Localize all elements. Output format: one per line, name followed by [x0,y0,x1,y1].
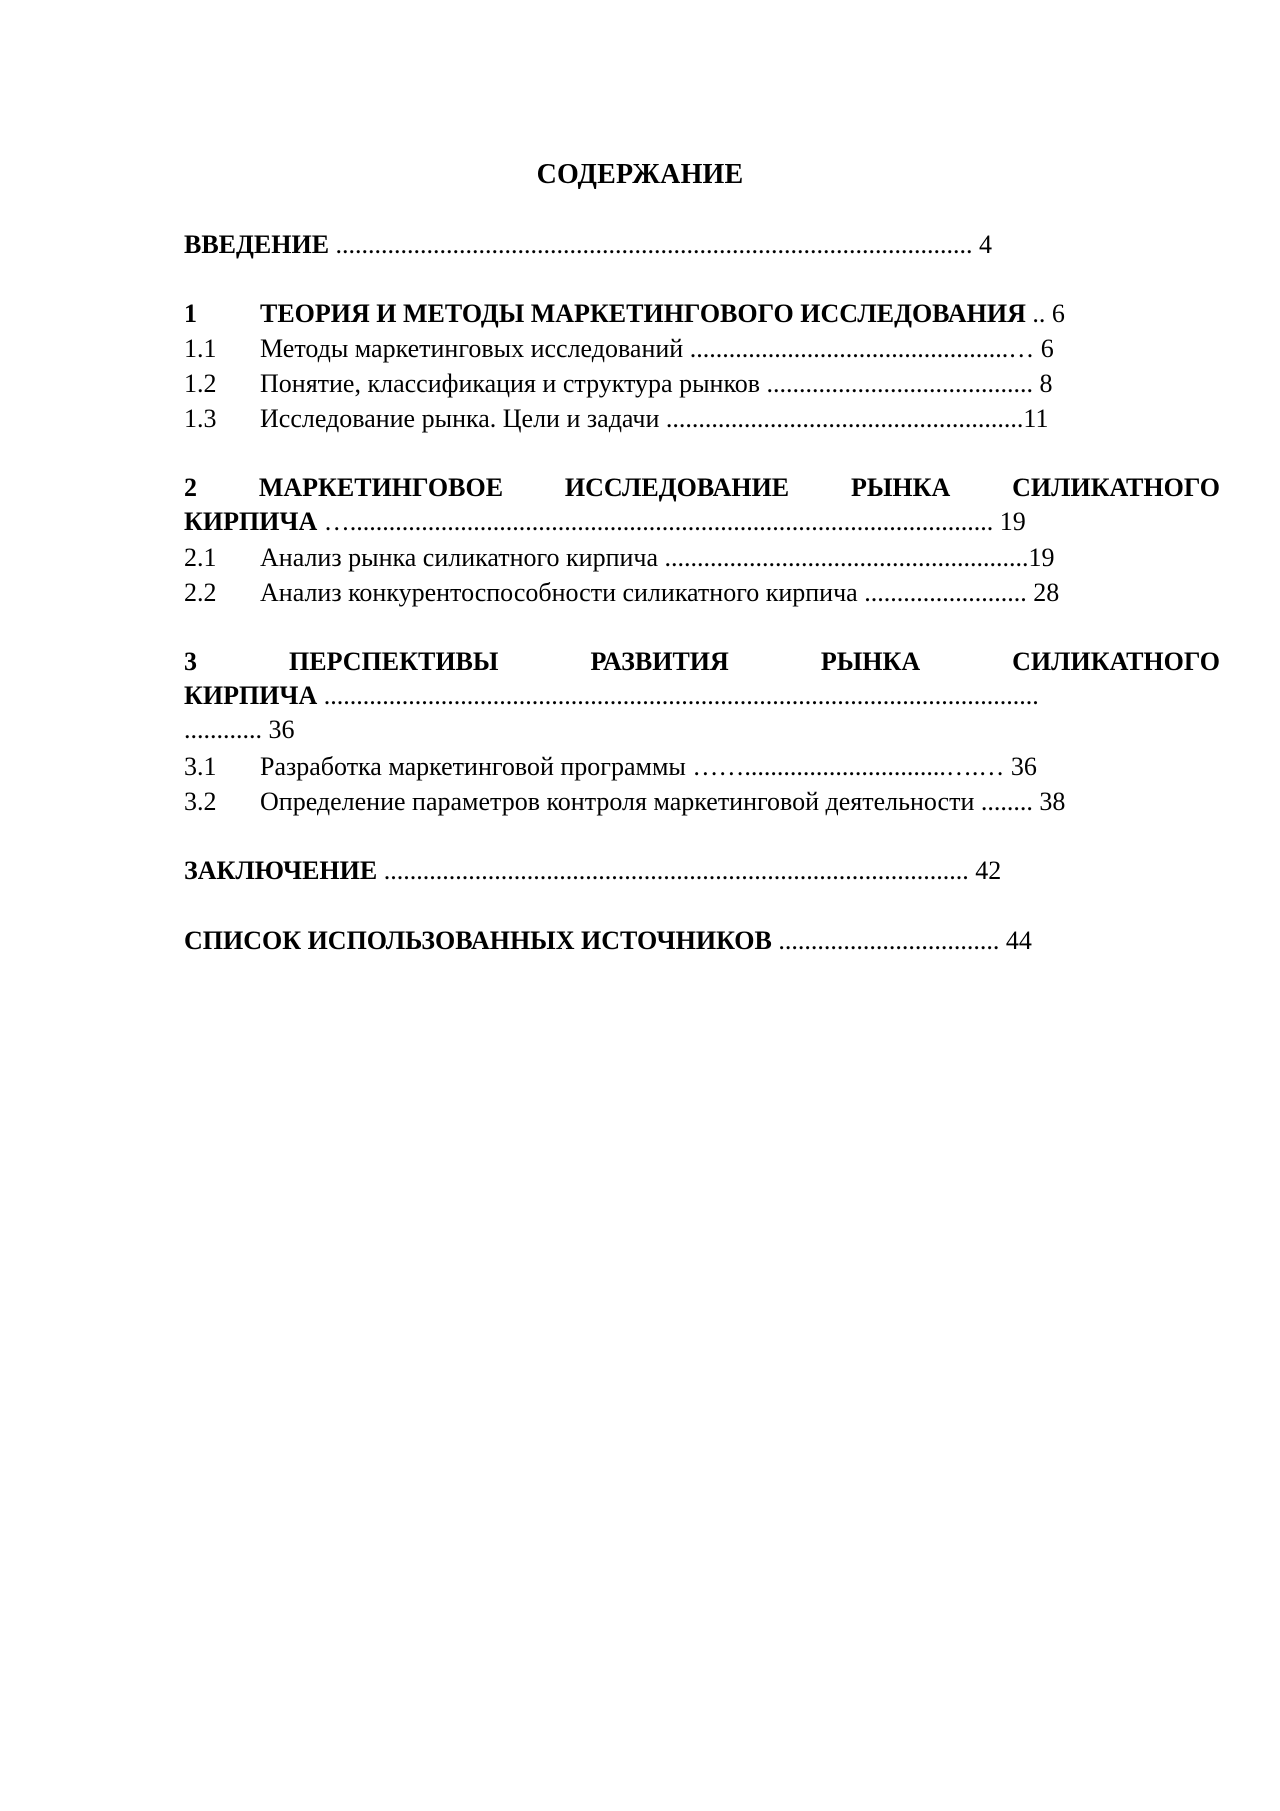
toc-entry-section-1-2[interactable] [184,367,1220,401]
toc-entry-title: Анализ рынка силикатного кирпича [260,543,659,572]
toc-dot-leader: ........ [974,787,1033,816]
toc-page-number: 36 [262,715,295,744]
toc-page-number: 11 [1023,404,1049,433]
toc-entry-number: 1.1 [184,334,217,363]
toc-title-word: РЫНКА [820,647,921,676]
toc-entry-section-1-3[interactable] [184,402,1220,436]
toc-page-number: 6 [1034,334,1054,363]
toc-entry-number: 1 [184,299,197,328]
toc-entry-title: КИРПИЧА [184,681,318,710]
toc-entry-title: Определение параметров контроля маркетинговой деятельности [260,787,975,816]
toc-entry-section-2-1[interactable] [184,541,1220,575]
toc-dot-leader: .......................................................................................... [377,856,969,885]
toc-entry-continuation [184,679,1220,713]
toc-dot-leader: .................................................................................................. [329,230,973,259]
toc-entry-number: 2.1 [184,543,217,572]
toc-entry-section-3-2[interactable] [184,785,1220,819]
toc-page-number: 44 [999,926,1032,955]
toc-entry-intro[interactable] [184,228,1220,262]
toc-entry-chapter-1[interactable] [184,297,1220,331]
toc-entry-title: Анализ конкурентоспособности силикатного кирпича [260,578,858,607]
toc-title-word: МАРКЕТИНГОВОЕ [258,473,504,502]
toc-entry-continuation [184,505,1220,539]
toc-entry-title: Понятие, классификация и структура рынков [260,369,761,398]
toc-dot-leader: ........................................................ [658,543,1029,572]
toc-entry-number: 2.2 [184,578,217,607]
toc-entry-number: 3.2 [184,787,217,816]
toc-entry-section-3-1[interactable] [184,750,1220,784]
toc-entry-continuation [184,713,1220,747]
toc-entry-title-line [184,471,1220,505]
toc-page-number: 19 [993,507,1026,536]
toc-entry-title: СПИСОК ИСПОЛЬЗОВАННЫХ ИСТОЧНИКОВ [184,926,772,955]
toc-dot-leader: ……...............................….… [685,752,1005,781]
page-title: СОДЕРЖАНИЕ [536,159,744,190]
toc-entry-number: 1.2 [184,369,217,398]
toc-title-word: РАЗВИТИЯ [590,647,729,676]
toc-entry-number: 1.3 [184,404,217,433]
toc-entry-conclusion[interactable] [184,854,1220,888]
toc-title-word: ПЕРСПЕКТИВЫ [289,647,499,676]
toc-entry-title: Исследование рынка. Цели и задачи [260,404,660,433]
toc-dot-leader: .................................................… [683,334,1035,363]
toc-entry-title: ВВЕДЕНИЕ [184,230,330,259]
toc-page-number: 38 [1032,787,1066,816]
toc-title-word: СИЛИКАТНОГО [1012,473,1220,502]
toc-page-number: 19 [1028,543,1055,572]
toc-title-word: РЫНКА [850,473,951,502]
toc-entry-title: Методы маркетинговых исследований [260,334,684,363]
toc-entry-section-1-1[interactable] [184,332,1220,366]
toc-entry-number: 3.1 [184,752,217,781]
toc-title-word: СИЛИКАТНОГО [1012,647,1220,676]
toc-page-number: 28 [1026,578,1060,607]
toc-title-word: ИССЛЕДОВАНИЕ [564,473,790,502]
toc-entry-title: КИРПИЧА [184,507,318,536]
toc-dot-leader: .. [1025,299,1046,328]
toc-dot-leader: ....................................................... [659,404,1024,433]
toc-entry-sources[interactable] [184,924,1220,958]
toc-entry-title: Разработка маркетинговой программы [260,752,686,781]
toc-page-number: 42 [968,856,1002,885]
toc-dot-leader: ......................... [857,578,1027,607]
toc-dot-leader: .................................. [771,926,1000,955]
toc-entry-title-line [184,645,1220,679]
toc-page-number: 6 [1045,299,1065,328]
toc-dot-leader: ............ [184,715,262,744]
toc-page-number: 36 [1004,752,1037,781]
toc-page-number: 4 [972,230,993,259]
toc-entry-section-2-2[interactable] [184,576,1220,610]
toc-dot-leader: …................................................................................................... [317,507,994,536]
toc-entry-chapter-2[interactable] [184,471,1220,539]
toc-entry-number: 3 [184,647,197,676]
toc-dot-leader: .............................................................................................................. [317,681,1039,710]
toc-entry-chapter-3[interactable] [184,645,1220,747]
toc-dot-leader: ......................................... [760,369,1034,398]
toc-entry-title: ЗАКЛЮЧЕНИЕ [184,856,378,885]
toc-entry-number: 2 [184,473,197,502]
toc-entry-title: ТЕОРИЯ И МЕТОДЫ МАРКЕТИНГОВОГО ИССЛЕДОВАНИЯ [260,299,1026,328]
toc-page-number: 8 [1033,369,1053,398]
